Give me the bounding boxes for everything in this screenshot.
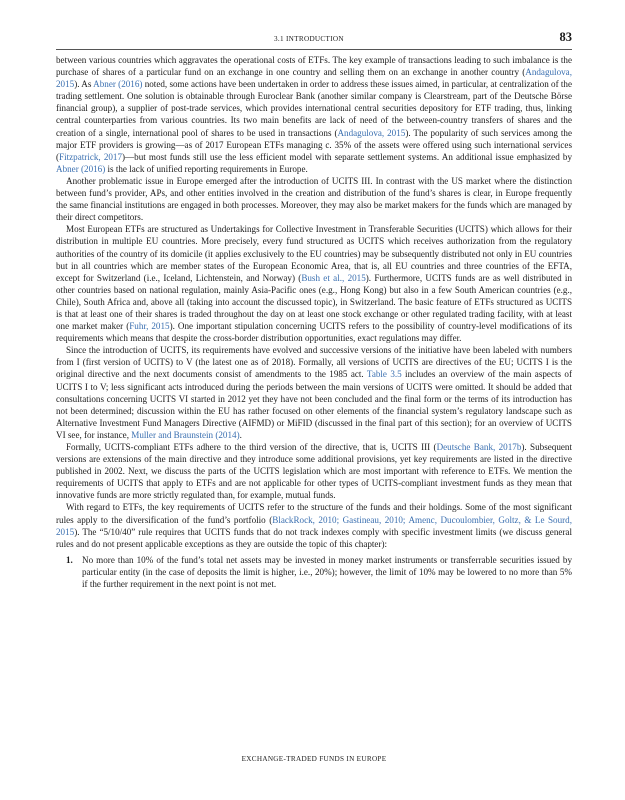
text-run: noted, some actions have been undertaken in order to address these issues aimed, in particular, at centralization of the trading settlement. One solution is obtainable through Euroclear Bank (another similar company is Clearstream, part of the Deutsche Börse financial group), a supplier of post-trade services, which provides international central securities depository for ETF trading, thus, linking central counterparties from various countries. Its two main benefits are lack of need of the between-country transfers of shares and the creation of a single, international pool of shares to be used in transactions (: [56, 79, 573, 138]
text-run: Another problematic issue in Europe emerged after the introduction of UCITS III. In contrast with the US market where the distinction between fund’s provider, APs, and other entities involved in the creation and distribution of the fund’s shares is clear, in Europe frequently the same financial institutions are engaged in both processes. Moreover, they may also be market makers for the funds which are managed by their direct competitors.: [56, 175, 572, 223]
header-rule: [56, 49, 572, 50]
paragraph: [56, 54, 572, 175]
citation-link[interactable]: Abner (2016): [93, 79, 143, 90]
citation-link[interactable]: Table 3.5: [366, 369, 402, 380]
text-run: ). Subsequent versions are extensions of the main directive and they introduce some additional provisions, yet key requirements are listed in the directive published in 2002. Next, we discuss the parts of the UCITS legislation which are most important with reference to ETFs. We mention the requirements of UCITS that apply to ETFs and are not applicable for other types of UCITS-compliant investment funds as they mean that innovative funds are more strictly regulated than, for example, mutual funds.: [56, 442, 572, 501]
text-run: Since the introduction of UCITS, its requirements have evolved and successive versions of the initiative have been labeled with numbers from I (first version of UCITS) to V (the latest one as of 2018). Formally, all versions of UCITS are directives of the EU; UCITS I is the original directive and the next documents consist of amendments to the 1985 act.: [56, 345, 572, 380]
page-number: 83: [559, 30, 572, 44]
citation-link[interactable]: Muller and Braunstein (2014): [131, 429, 240, 440]
citation-link[interactable]: Fitzpatrick, 2017: [59, 151, 123, 162]
running-footer: EXCHANGE-TRADED FUNDS IN EUROPE: [241, 755, 387, 763]
citation-link[interactable]: Andagulova, 2015: [56, 67, 572, 90]
text-run: ). As: [74, 79, 94, 90]
text-run: between various countries which aggravates the operational costs of ETFs. The key example of transactions leading to such imbalance is the purchase of shares of a particular fund on an exchange in one country and selling them on an exchange in another country (: [56, 55, 572, 78]
text-run: is the lack of unified reporting requirements in Europe.: [105, 163, 308, 174]
text-run: includes an overview of the main aspects of UCITS I to V; less significant acts introduced during the periods between the main versions of UCITS were omitted. It should be added that consultations concerning UCITS VI started in 2012 yet they have not been concluded and the final form or the terms of its introduction has not been determined; discussion within the EU has rather focused on other elements of the financial system’s regulatory landscape such as Alternative Investment Fund Managers Directive (AIFMD) or MiFID (discussed in the final part of this section); for an overview of UCITS VI see, for instance,: [56, 369, 572, 440]
citation-link[interactable]: Deutsche Bank, 2017b: [436, 442, 522, 452]
paragraph: [56, 501, 572, 549]
citation-link[interactable]: Fuhr, 2015: [129, 321, 170, 332]
text-run: ). Furthermore, UCITS funds are as well distributed in other countries based on national regulation, mainly Asia-Pacific ones (e.g., Hong Kong) but also in a few South American countries (e.g., Chile), South Africa and, above all (taking into account the discussed topic), in Switzerland. The basic feature of ETFs structured as UCITS is that at least one of their shares is traded throughout the day on at least one stock exchange or other regulated trading facility, with at least one market maker (: [56, 272, 572, 332]
list-text: No more than 10% of the fund’s total net assets may be invested in money market instruments or transferrable securities issued by particular entity (in the case of deposits the limit is higher, i.e., 20%); however, the limit of 10% may be lowered to no more than 5% if the further requirement in the next point is not met.: [82, 554, 572, 590]
citation-link[interactable]: Bush et al., 2015: [301, 272, 366, 283]
body-text: [56, 54, 572, 590]
text-run: Most European ETFs are structured as Undertakings for Collective Investment in Transferable Securities (UCITS) which allows for their distribution in multiple EU countries. More precisely, every fund structured as UCITS which receives authorization from the regulatory authorities of the country of its domicile (it applies exclusively to the EU countries) may be subsequently distributed not only in EU countries but in all countries which are member states of the European Economic Area, that is, all EU countries and three countries of the EFTA, except for Switzerland (i.e., Iceland, Lichtenstein, and Norway) (: [56, 224, 572, 283]
citation-link[interactable]: Andagulova, 2015: [337, 127, 406, 138]
paragraph: [56, 223, 572, 344]
list-item: [66, 554, 572, 590]
text-run: ). One important stipulation concerning UCITS refers to the possibility of country-level modifications of its requirements which means that despite the cross-border distribution opportunities, exact regulations may differ.: [56, 321, 572, 344]
text-run: )—but most funds still use the less efficient model with separate settlement systems. An additional issue emphasized by: [122, 151, 572, 162]
text-run: Formally, UCITS-compliant ETFs adhere to the third version of the directive, that is, UCITS III (: [66, 442, 437, 452]
section-title: 3.1 INTRODUCTION: [274, 35, 344, 43]
text-run: ). The popularity of such services among the major ETF providers is growing—as of 2017 European ETFs managing c. 35% of the assets were offered using such international services (: [56, 127, 572, 162]
running-header: [56, 30, 572, 47]
text-run: With regard to ETFs, the key requirements of UCITS refer to the structure of the funds and their holdings. Some of the most significant rules apply to the diversification of the fund’s portfolio (: [56, 502, 572, 525]
paragraph: [56, 441, 572, 501]
paragraph: [56, 175, 572, 223]
citation-link[interactable]: BlackRock, 2010; Gastineau, 2010; Amenc, Ducoulombier, Goltz, & Le Sourd, 2015: [56, 514, 572, 537]
text-run: .: [239, 429, 242, 440]
rules-list: [56, 554, 572, 590]
paragraph: [56, 344, 572, 441]
text-run: ). The “5/10/40” rule requires that UCITS funds that do not track indexes comply with specific investment limits (we discuss general rules and do not present applicable exceptions as they are outside the topic of this chapter):: [56, 526, 572, 549]
list-number: 1.: [66, 554, 73, 565]
citation-link[interactable]: Abner (2016): [56, 163, 106, 174]
